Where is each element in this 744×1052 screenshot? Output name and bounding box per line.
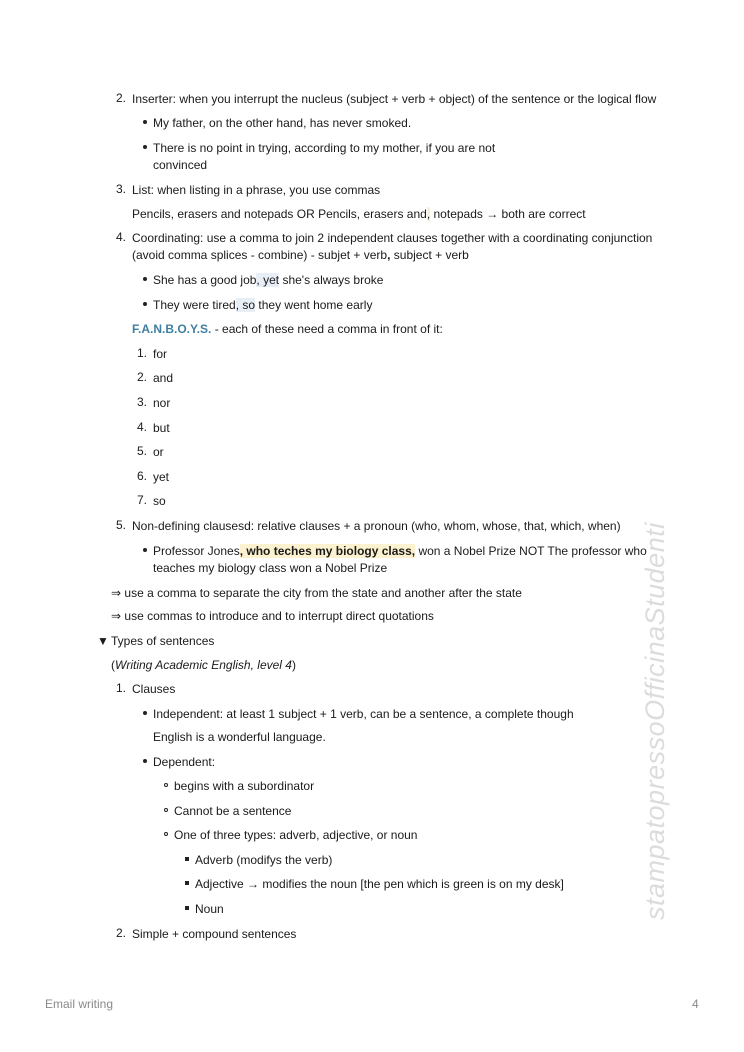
sub-bullet-text: One of three types: adverb, adjective, or noun bbox=[174, 828, 418, 842]
conjunction: nor bbox=[153, 396, 171, 410]
bullet-text: She has a good job, yet she's always broke bbox=[153, 273, 384, 287]
bullet-icon bbox=[143, 548, 147, 552]
bullet-text: Independent: at least 1 subject + 1 verb, can be a sentence, a complete though bbox=[153, 707, 574, 721]
bullet-icon bbox=[143, 277, 147, 281]
list-number: 5. bbox=[115, 518, 126, 532]
conjunction: and bbox=[153, 371, 174, 385]
list-number: 2. bbox=[136, 370, 147, 384]
toggle-arrow-icon[interactable]: ▼ bbox=[97, 634, 109, 648]
list-number: 3. bbox=[136, 395, 147, 409]
sub-sub-bullet-text: Noun bbox=[195, 902, 224, 916]
list-number: 7. bbox=[136, 493, 147, 507]
list-number: 2. bbox=[115, 926, 126, 940]
sub-bullet-text: Cannot be a sentence bbox=[174, 804, 292, 818]
example-text: Pencils, erasers and notepads OR Pencils, erasers and, notepads → both are correct bbox=[132, 207, 586, 221]
conjunction: yet bbox=[153, 470, 170, 484]
bullet-icon bbox=[143, 759, 147, 763]
bullet-text-continued: teaches my biology class won a Nobel Prize bbox=[153, 561, 388, 575]
example-text: English is a wonderful language. bbox=[153, 730, 326, 744]
list-number: 6. bbox=[136, 469, 147, 483]
square-bullet-icon bbox=[185, 857, 189, 861]
square-bullet-icon bbox=[185, 881, 189, 885]
bullet-icon bbox=[143, 711, 147, 715]
section-heading: Types of sentences bbox=[111, 634, 215, 648]
square-bullet-icon bbox=[185, 906, 189, 910]
circle-bullet-icon bbox=[164, 808, 168, 812]
list-number: 3. bbox=[115, 182, 126, 196]
bullet-icon bbox=[143, 120, 147, 124]
list-item-text: Simple + compound sentences bbox=[132, 927, 297, 941]
bullet-text: My father, on the other hand, has never smoked. bbox=[153, 116, 412, 130]
conjunction: so bbox=[153, 494, 166, 508]
bullet-text-continued: convinced bbox=[153, 158, 208, 172]
bullet-text: Professor Jones, who teches my biology class, won a Nobel Prize NOT The professor who bbox=[153, 544, 647, 558]
sub-sub-bullet-text: Adverb (modifys the verb) bbox=[195, 853, 333, 867]
conjunction: for bbox=[153, 347, 168, 361]
watermark: stampatopressoOfficinaStudenti bbox=[640, 522, 670, 920]
conjunction: or bbox=[153, 445, 164, 459]
list-item-text-continued: (avoid comma splices - combine) - subjet + verb, subject + verb bbox=[132, 248, 469, 262]
bullet-icon bbox=[143, 302, 147, 306]
list-item-text: Clauses bbox=[132, 682, 176, 696]
list-number: 5. bbox=[136, 444, 147, 458]
conjunction: but bbox=[153, 421, 170, 435]
bullet-text: They were tired, so they went home early bbox=[153, 298, 373, 312]
sub-sub-bullet-text: Adjective → modifies the noun [the pen which is green is on my desk] bbox=[195, 877, 564, 891]
sub-bullet-text: begins with a subordinator bbox=[174, 779, 315, 793]
bullet-icon bbox=[143, 145, 147, 149]
list-number: 4. bbox=[115, 230, 126, 244]
circle-bullet-icon bbox=[164, 783, 168, 787]
page-number: 4 bbox=[692, 997, 699, 1011]
footer-title: Email writing bbox=[45, 997, 114, 1011]
list-number: 2. bbox=[115, 91, 126, 105]
list-number: 4. bbox=[136, 420, 147, 434]
fanboys-label: F.A.N.B.O.Y.S. bbox=[132, 322, 212, 336]
bullet-text: There is no point in trying, according to my mother, if you are not bbox=[153, 141, 496, 155]
list-item-text: Coordinating: use a comma to join 2 independent clauses together with a coordinating conjunction bbox=[132, 231, 653, 245]
list-number: 1. bbox=[115, 681, 126, 695]
bullet-text: Dependent: bbox=[153, 755, 216, 769]
source-citation: (Writing Academic English, level 4) bbox=[111, 658, 296, 672]
rule-line: ⇒ use commas to introduce and to interrupt direct quotations bbox=[111, 609, 434, 623]
rule-line: ⇒ use a comma to separate the city from the state and another after the state bbox=[111, 586, 522, 600]
list-item-text: Inserter: when you interrupt the nucleus (subject + verb + object) of the sentence or the logical flow bbox=[132, 92, 657, 106]
list-number: 1. bbox=[136, 346, 147, 360]
fanboys-line: F.A.N.B.O.Y.S. - each of these need a comma in front of it: bbox=[132, 322, 443, 336]
list-item-text: List: when listing in a phrase, you use commas bbox=[132, 183, 381, 197]
circle-bullet-icon bbox=[164, 832, 168, 836]
list-item-text: Non-defining clausesd: relative clauses + a pronoun (who, whom, whose, that, which, when) bbox=[132, 519, 621, 533]
